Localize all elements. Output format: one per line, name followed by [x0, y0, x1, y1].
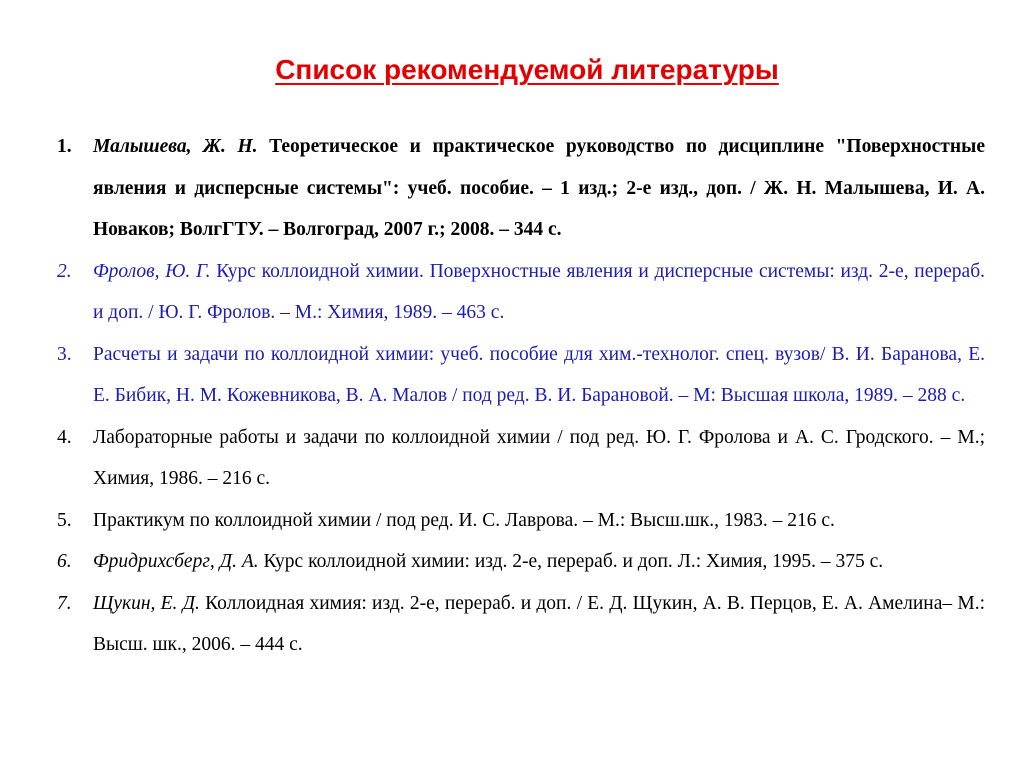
list-item	[50, 583, 985, 666]
item-author: Фридрихсберг, Д. А.	[93, 551, 259, 572]
item-number: 6.	[57, 551, 72, 572]
item-number: 7.	[57, 592, 72, 614]
item-text: Расчеты и задачи по коллоидной химии: учеб. пособие для хим.-технолог. спец. вузов/ В. И. Баранова, Е. Е. Бибик, Н. М. Кожевникова, В. А. Малов / под ред. В. И. Барановой. – М: Высшая школа, 1989. – 288 с.	[93, 343, 985, 406]
list-item	[50, 417, 985, 500]
list-item	[50, 500, 985, 542]
item-number: 3.	[57, 343, 72, 365]
item-author: Фролов, Ю. Г.	[93, 260, 211, 282]
item-number: 1.	[57, 136, 72, 157]
page-title: Список рекомендуемой литературы	[275, 54, 779, 85]
list-item	[50, 541, 985, 583]
item-text: Практикум по коллоидной химии / под ред. И. С. Лаврова. – М.: Высш.шк., 1983. – 216 с.	[93, 509, 835, 531]
item-text: Курс коллоидной химии: изд. 2-е, перераб. и доп. Л.: Химия, 1995. – 375 с.	[258, 551, 884, 572]
list-item	[50, 126, 985, 251]
item-text: Коллоидная химия: изд. 2-е, перераб. и доп. / Е. Д. Щукин, А. В. Перцов, Е. А. Амелина– М.: Высш. шк., 2006. – 444 с.	[93, 592, 985, 655]
item-number: 4.	[57, 426, 72, 448]
item-text: Курс коллоидной химии. Поверхностные явления и дисперсные системы: изд. 2-е, перераб. и доп. / Ю. Г. Фролов. – М.: Химия, 1989. – 463 с.	[93, 260, 986, 323]
item-number: 2.	[57, 260, 72, 282]
list-item	[50, 251, 985, 334]
item-author: Малышева, Ж. Н.	[93, 136, 258, 157]
item-text: Теоретическое и практическое руководство по дисциплине "Поверхностные явления и дисперсные системы": учеб. пособие. – 1 изд.; 2-е изд., доп. / Ж. Н. Малышева, И. А. Новаков; ВолгГТУ. – Волгоград, 2007 г.; 2008. – 344 с.	[93, 136, 985, 240]
item-author: Щукин, Е. Д.	[93, 592, 200, 614]
item-text: Лабораторные работы и задачи по коллоидной химии / под ред. Ю. Г. Фролова и А. С. Гродского. – М.; Химия, 1986. – 216 с.	[93, 426, 985, 489]
item-number: 5.	[57, 509, 72, 531]
list-item	[50, 334, 985, 417]
reference-list	[50, 126, 985, 666]
